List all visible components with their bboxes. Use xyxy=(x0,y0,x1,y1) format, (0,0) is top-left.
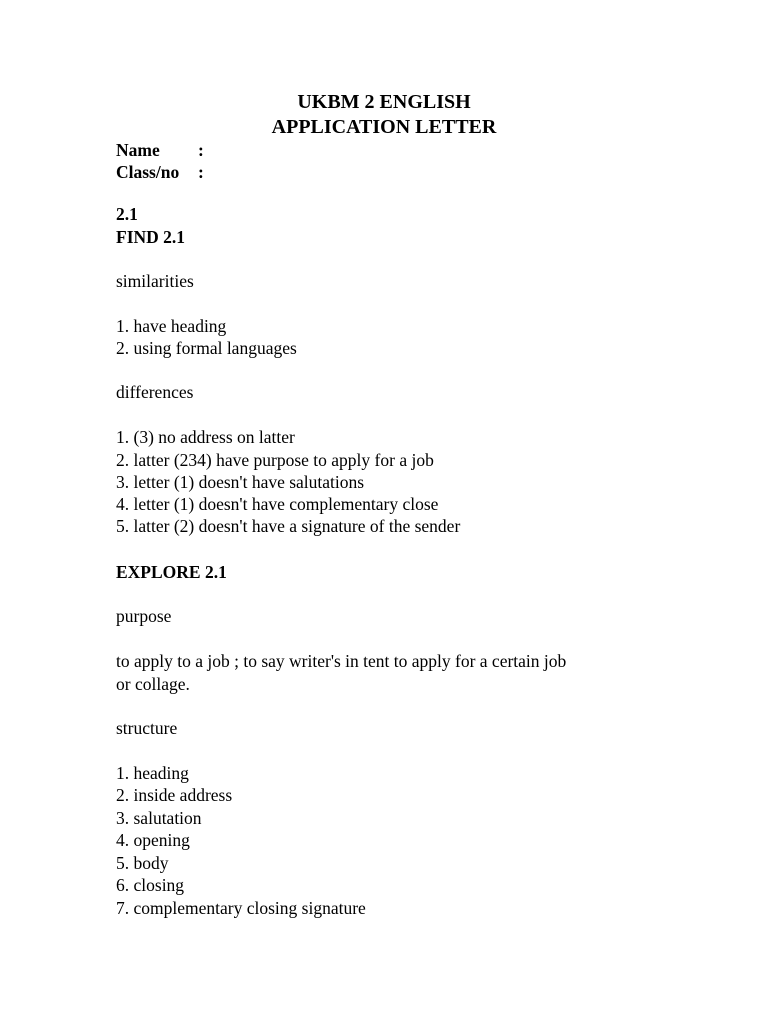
class-field xyxy=(116,161,204,183)
section-number: 2.1 xyxy=(116,204,138,224)
structure-item: 1. heading xyxy=(116,763,189,783)
document-title-line2: APPLICATION LETTER xyxy=(271,116,497,138)
structure-item: 3. salutation xyxy=(116,808,202,828)
difference-item: 1. (3) no address on latter xyxy=(116,427,295,447)
find-heading: FIND 2.1 xyxy=(116,227,186,247)
purpose-label: purpose xyxy=(116,606,172,626)
structure-item: 5. body xyxy=(116,853,169,873)
structure-label: structure xyxy=(116,718,178,738)
structure-item: 6. closing xyxy=(116,875,185,895)
difference-item: 2. latter (234) have purpose to apply for a job xyxy=(116,450,434,470)
structure-item: 2. inside address xyxy=(116,785,233,805)
difference-item: 5. latter (2) doesn't have a signature of the sender xyxy=(116,516,461,536)
difference-item: 3. letter (1) doesn't have salutations xyxy=(116,472,365,492)
structure-item: 4. opening xyxy=(116,830,190,850)
similarity-item: 1. have heading xyxy=(116,316,227,336)
structure-item: 7. complementary closing signature xyxy=(116,898,366,918)
document-title-line1: UKBM 2 ENGLISH xyxy=(297,91,471,113)
purpose-text-line1: to apply to a job ; to say writer's in tent to apply for a certain job xyxy=(116,651,567,671)
explore-heading: EXPLORE 2.1 xyxy=(116,562,227,582)
name-separator: : xyxy=(198,140,204,160)
class-label: Class/no xyxy=(116,162,180,182)
name-field xyxy=(116,139,204,161)
difference-item: 4. letter (1) doesn't have complementary close xyxy=(116,494,439,514)
name-label: Name xyxy=(116,140,160,160)
similarity-item: 2. using formal languages xyxy=(116,338,297,358)
class-separator: : xyxy=(198,162,204,182)
purpose-text-line2: or collage. xyxy=(116,674,190,694)
differences-label: differences xyxy=(116,382,194,402)
similarities-label: similarities xyxy=(116,271,194,291)
